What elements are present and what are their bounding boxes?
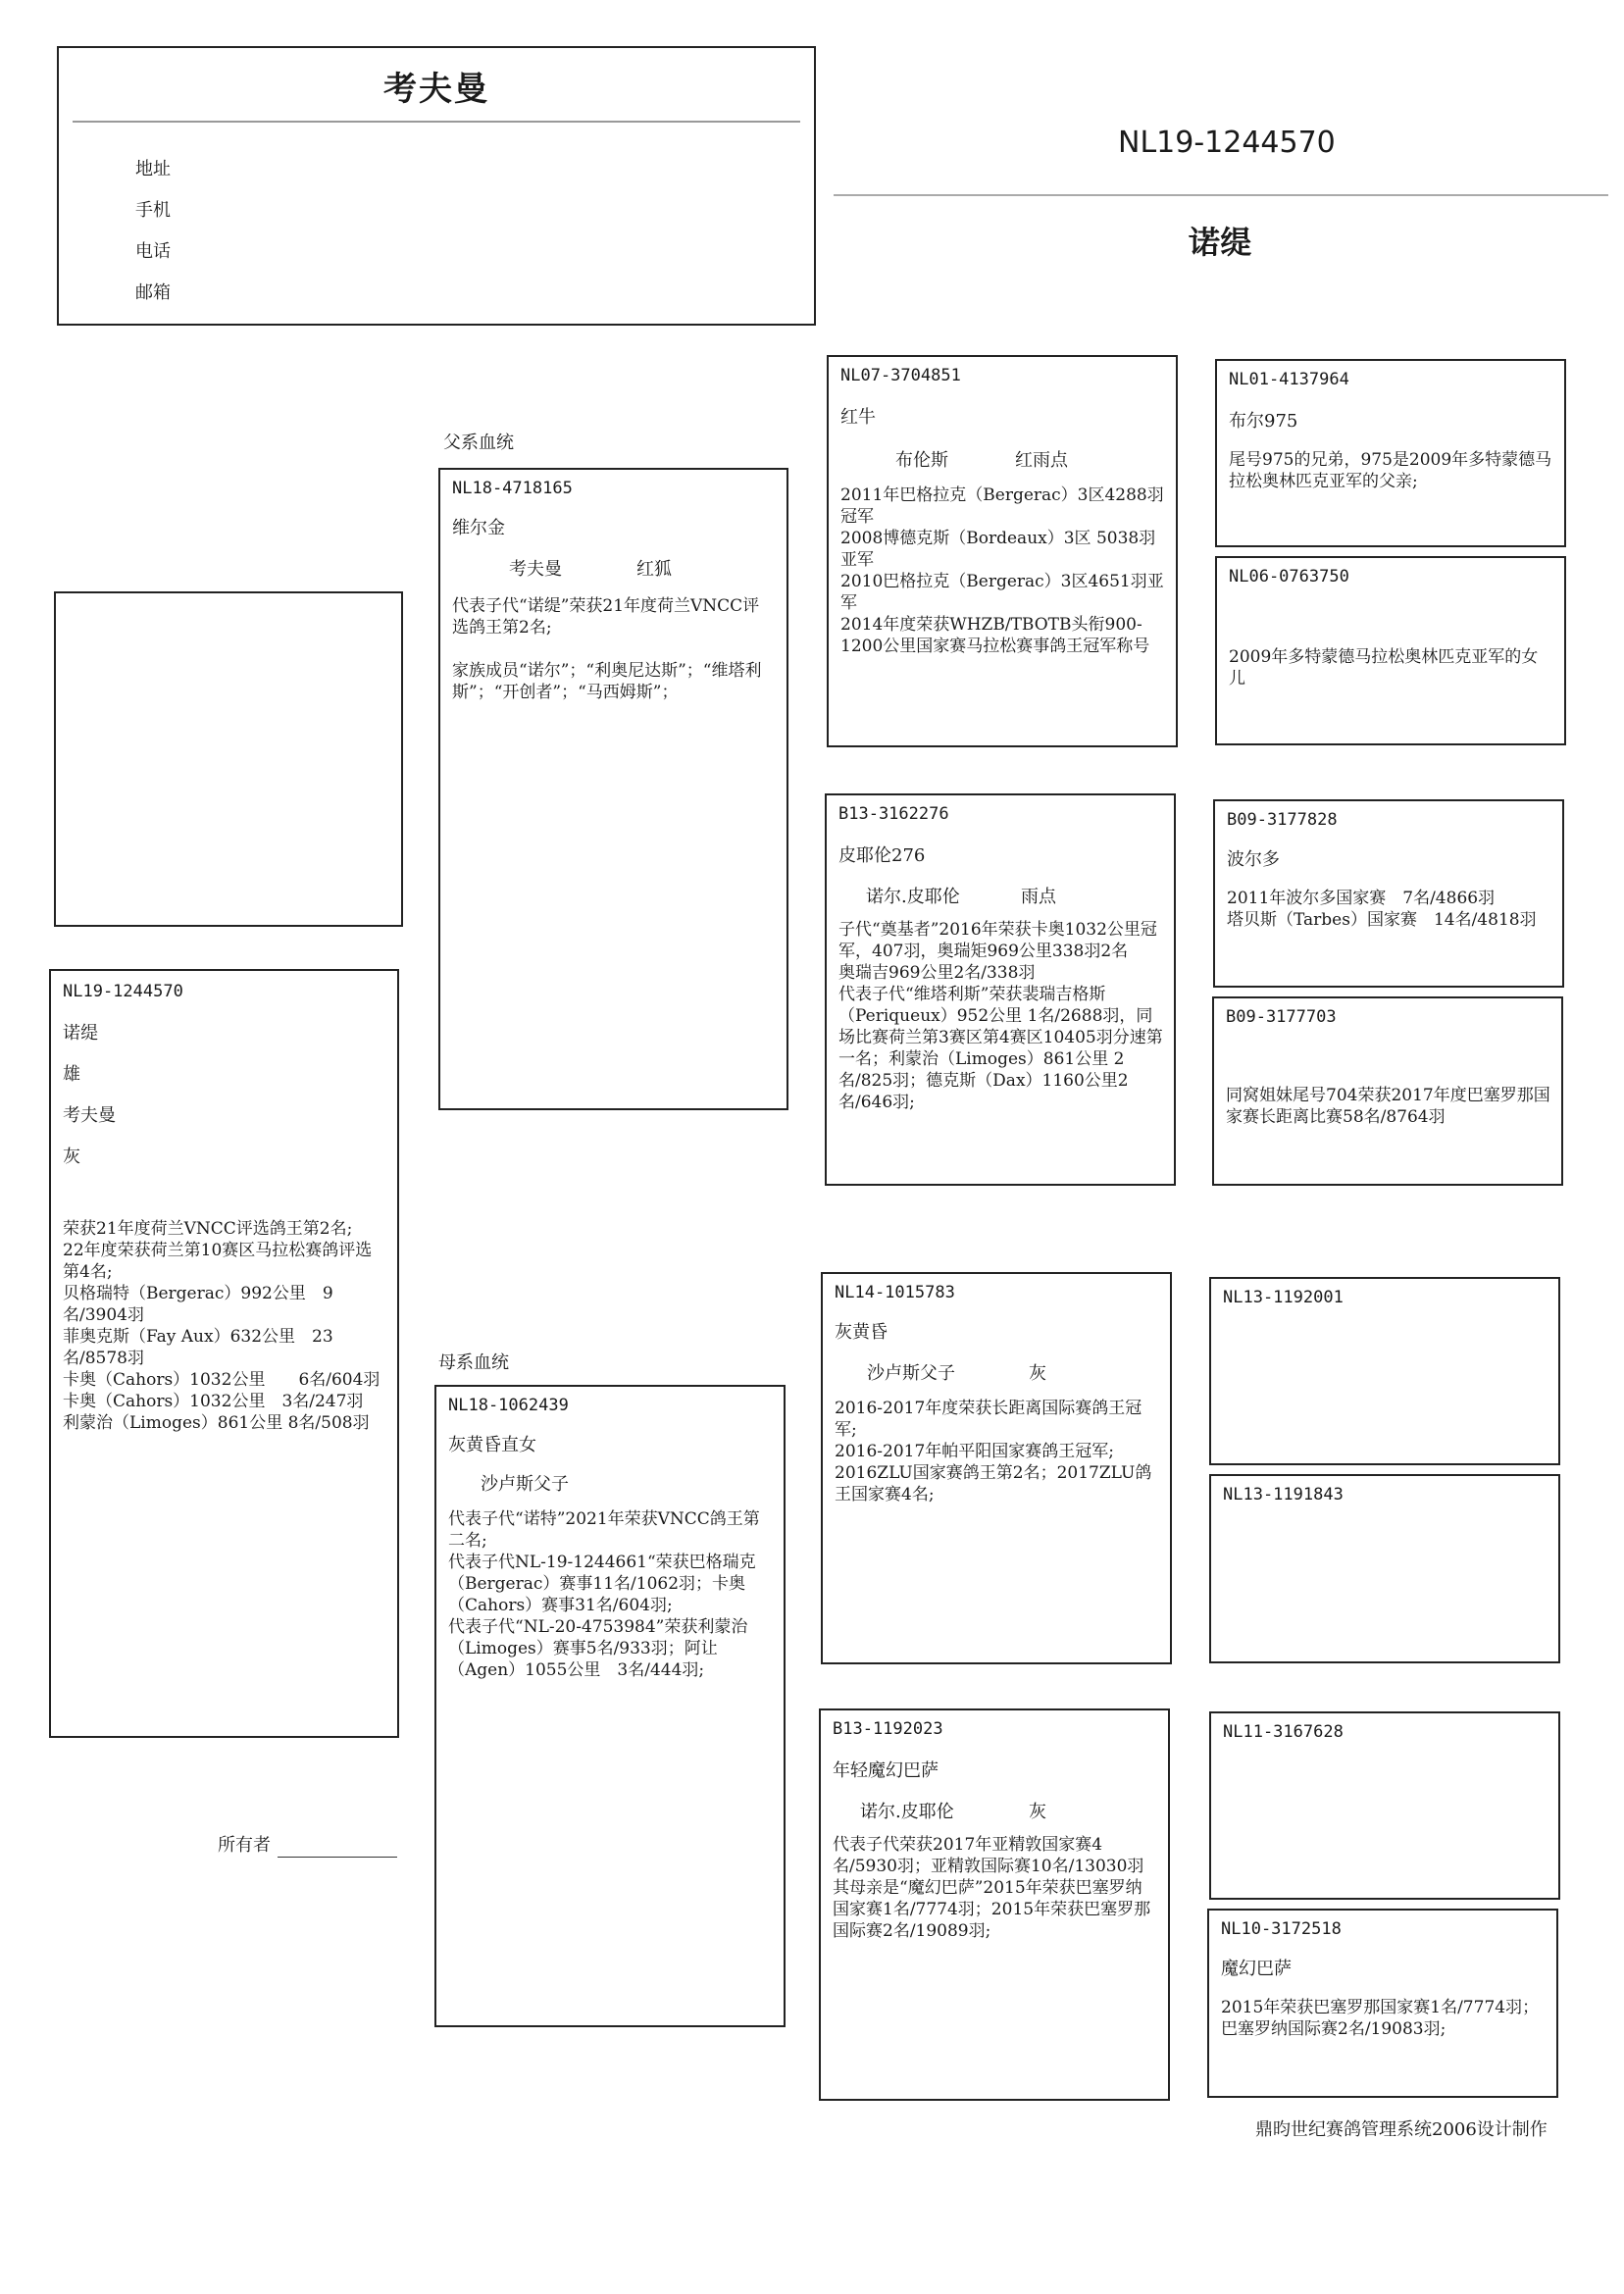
dd-breeder: 诺尔.皮耶伦: [860, 1802, 954, 1822]
subject-card: [49, 969, 399, 1738]
sd-breeder: 诺尔.皮耶伦: [866, 887, 960, 907]
ddd-description: 2015年荣获巴塞罗那国家赛1名/7774羽；巴塞罗纳国际赛2名/19083羽;: [1221, 1998, 1540, 2039]
dam-description: 代表子代“诺特”2021年荣获VNCC鸽王第二名; 代表子代NL-19-1244661“荣获巴格瑞克（Bergerac）赛事11名/1062羽；卡奥（Cahors）赛事31名/604羽; 代表子代“NL-20-4753984”荣获利蒙治（Limoges）赛事5名/933羽；阿让（Agen）1055公里 3名/444羽;: [448, 1509, 760, 1680]
dam-dam-card: [819, 1708, 1170, 2101]
sire-color: 红狐: [636, 559, 672, 580]
owner-name: 考夫曼: [383, 70, 489, 109]
sss-description: 尾号975的兄弟，975是2009年多特蒙德马拉松奥林匹克亚军的父亲;: [1229, 450, 1552, 491]
sds-card: [1213, 799, 1564, 988]
dsd-card: [1209, 1474, 1560, 1663]
dam-ring: NL18-1062439: [448, 1396, 569, 1415]
ss-description: 2011年巴格拉克（Bergerac）3区4288羽冠军 2008博德克斯（Bordeaux）3区 5038羽 亚军 2010巴格拉克（Bergerac）3区4651羽亚军 2014年度荣获WHZB/TBOTB头衔900-1200公里国家赛马拉松赛事鸽王冠军称号: [840, 485, 1164, 656]
ssd-card: [1215, 556, 1566, 745]
dam-name: 灰黄昏直女: [448, 1435, 536, 1455]
ds-color: 灰: [1029, 1363, 1046, 1384]
sds-name: 波尔多: [1227, 849, 1280, 870]
dds-ring: NL11-3167628: [1223, 1722, 1344, 1742]
sd-name: 皮耶伦276: [838, 845, 926, 866]
subject-breeder: 考夫曼: [63, 1105, 116, 1126]
sds-ring: B09-3177828: [1227, 810, 1338, 830]
subject-achievements: 荣获21年度荷兰VNCC评选鸽王第2名; 22年度荣获荷兰第10赛区马拉松赛鸽评选第4名; 贝格瑞特（Bergerac）992公里 9名/3904羽 菲奥克斯（Fay Aux）632公里 23名/8578羽 卡奥（Cahors）1032公里 6名/604羽 卡奥（Cahors）1032公里 3名/247羽 利蒙治（Limoges）861公里 8名/508羽: [63, 1219, 381, 1433]
subject-ring: NL19-1244570: [63, 982, 183, 1001]
ss-breeder: 布伦斯: [895, 450, 948, 471]
ss-color: 红雨点: [1015, 450, 1068, 471]
dd-color: 灰: [1029, 1802, 1046, 1822]
ss-name: 红牛: [840, 407, 876, 428]
sire-line-label: 父系血统: [443, 433, 514, 453]
phone-label: 电话: [135, 241, 171, 262]
ssd-description: 2009年多特蒙德马拉松奥林匹克亚军的女儿: [1229, 647, 1539, 688]
header-divider: [834, 194, 1608, 196]
ds-description: 2016-2017年度荣获长距离国际赛鸽王冠军; 2016-2017年帕平阳国家赛鸽王冠军; 2016ZLU国家赛鸽王第2名；2017ZLU鸽王国家赛4名;: [835, 1399, 1152, 1504]
owner-divider: [73, 121, 800, 123]
dss-card: [1209, 1277, 1560, 1465]
sire-sire-card: [827, 355, 1178, 747]
sire-name: 维尔金: [452, 518, 505, 538]
header-ring: NL19-1244570: [1118, 126, 1336, 160]
dss-ring: NL13-1192001: [1223, 1288, 1344, 1307]
sds-description: 2011年波尔多国家赛 7名/4866羽 塔贝斯（Tarbes）国家赛 14名/4818羽: [1227, 889, 1537, 930]
subject-name: 诺缇: [63, 1023, 98, 1044]
sd-description: 子代“奠基者”2016年荣获卡奥1032公里冠军，407羽，奥瑞矩969公里338羽2名 奥瑞吉969公里2名/338羽 代表子代“维塔利斯”荣获裴瑞吉格斯（Periqueux）952公里 1名/2688羽，同场比赛荷兰第3赛区第4赛区10405羽分速第一名；利蒙治（Limoges）861公里 2名/825羽；德克斯（Dax）1160公里2名/646羽;: [838, 920, 1163, 1112]
dam-breeder: 沙卢斯父子: [481, 1474, 569, 1495]
sd-ring: B13-3162276: [838, 804, 949, 824]
sire-description: 代表子代“诺缇”荣获21年度荷兰VNCC评选鸽王第2名; 家族成员“诺尔”；“利奥尼达斯”；“维塔利斯”；“开创者”；“马西姆斯”；: [452, 596, 762, 702]
dam-line-label: 母系血统: [438, 1352, 509, 1373]
dd-description: 代表子代荣获2017年亚精敦国家赛4名/5930羽；亚精敦国际赛10名/13030羽 其母亲是“魔幻巴萨”2015年荣获巴塞罗纳国家赛1名/7774羽；2015年荣获巴塞罗那国际赛2名/19089羽;: [833, 1835, 1151, 1941]
sss-name: 布尔975: [1229, 411, 1298, 432]
sire-dam-card: [825, 793, 1176, 1186]
sss-card: [1215, 359, 1566, 547]
ddd-card: [1207, 1909, 1558, 2098]
sire-card: [438, 468, 788, 1110]
dd-name: 年轻魔幻巴萨: [833, 1760, 939, 1781]
email-label: 邮箱: [135, 282, 171, 303]
sdd-description: 同窝姐妹尾号704荣获2017年度巴塞罗那国家赛长距离比赛58名/8764羽: [1226, 1086, 1550, 1127]
dam-card: [434, 1385, 786, 2027]
subject-color: 灰: [63, 1147, 80, 1167]
header-name: 诺缇: [1189, 224, 1252, 261]
subject-sex: 雄: [63, 1064, 80, 1085]
owner-signature-label: 所有者: [218, 1835, 271, 1856]
sire-ring: NL18-4718165: [452, 479, 573, 498]
dd-ring: B13-1192023: [833, 1719, 943, 1739]
ddd-ring: NL10-3172518: [1221, 1919, 1342, 1939]
dds-card: [1209, 1711, 1560, 1900]
photo-placeholder: [54, 591, 403, 927]
sire-breeder: 考夫曼: [509, 559, 562, 580]
owner-signature-line: [278, 1857, 397, 1858]
ds-name: 灰黄昏: [835, 1322, 888, 1343]
ddd-name: 魔幻巴萨: [1221, 1959, 1292, 1979]
ds-breeder: 沙卢斯父子: [867, 1363, 955, 1384]
sd-color: 雨点: [1021, 887, 1056, 907]
ds-ring: NL14-1015783: [835, 1283, 955, 1302]
sdd-card: [1212, 996, 1563, 1186]
mobile-label: 手机: [135, 200, 171, 221]
sss-ring: NL01-4137964: [1229, 370, 1349, 389]
dam-sire-card: [821, 1272, 1172, 1664]
footer-credit: 鼎昀世纪赛鸽管理系统2006设计制作: [1255, 2119, 1548, 2140]
ssd-ring: NL06-0763750: [1229, 567, 1349, 586]
owner-card: [57, 46, 816, 326]
ss-ring: NL07-3704851: [840, 366, 961, 385]
address-label: 地址: [135, 159, 171, 179]
dsd-ring: NL13-1191843: [1223, 1485, 1344, 1504]
sdd-ring: B09-3177703: [1226, 1007, 1337, 1027]
